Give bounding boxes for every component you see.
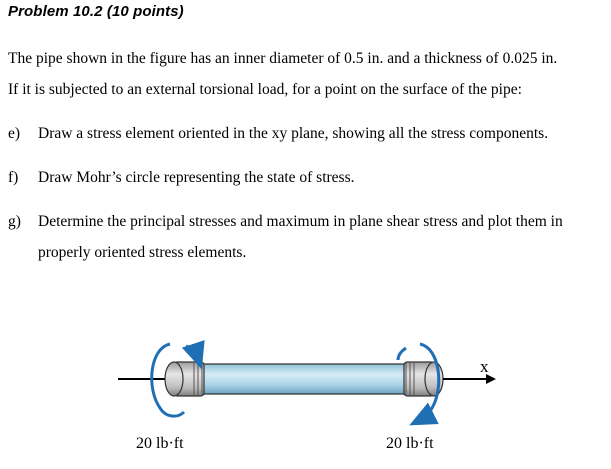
pipe-body [196,364,410,394]
part-e-text: Draw a stress element oriented in the xy plane, showing all the stress components. [38,125,549,142]
intro-line-2: If it is subjected to an external torsional load, for a point on the surface of the pipe: [8,81,522,98]
part-f-text: Draw Mohr’s circle representing the state of stress. [38,169,355,186]
part-g-text-cont: properly oriented stress elements. [38,244,247,261]
part-g-text: Determine the principal stresses and maximum in plane shear stress and plot them in [38,213,563,230]
intro-line-1: The pipe shown in the figure has an inner diameter of 0.5 in. and a thickness of 0.025 in. [8,50,558,67]
left-torque-arrow-head [186,346,198,358]
x-axis-label: x [480,357,489,376]
right-torque-label: 20 lb·ft [386,435,434,452]
part-f-label: f) [8,169,19,186]
part-g-label: g) [8,213,21,230]
part-e-label: e) [8,125,21,142]
problem-title: Problem 10.2 (10 points) [8,3,184,20]
pipe-figure [0,330,611,469]
right-torque-arrow-tail [398,348,406,360]
left-end-cap [165,362,204,396]
left-torque-label: 20 lb·ft [136,435,184,452]
